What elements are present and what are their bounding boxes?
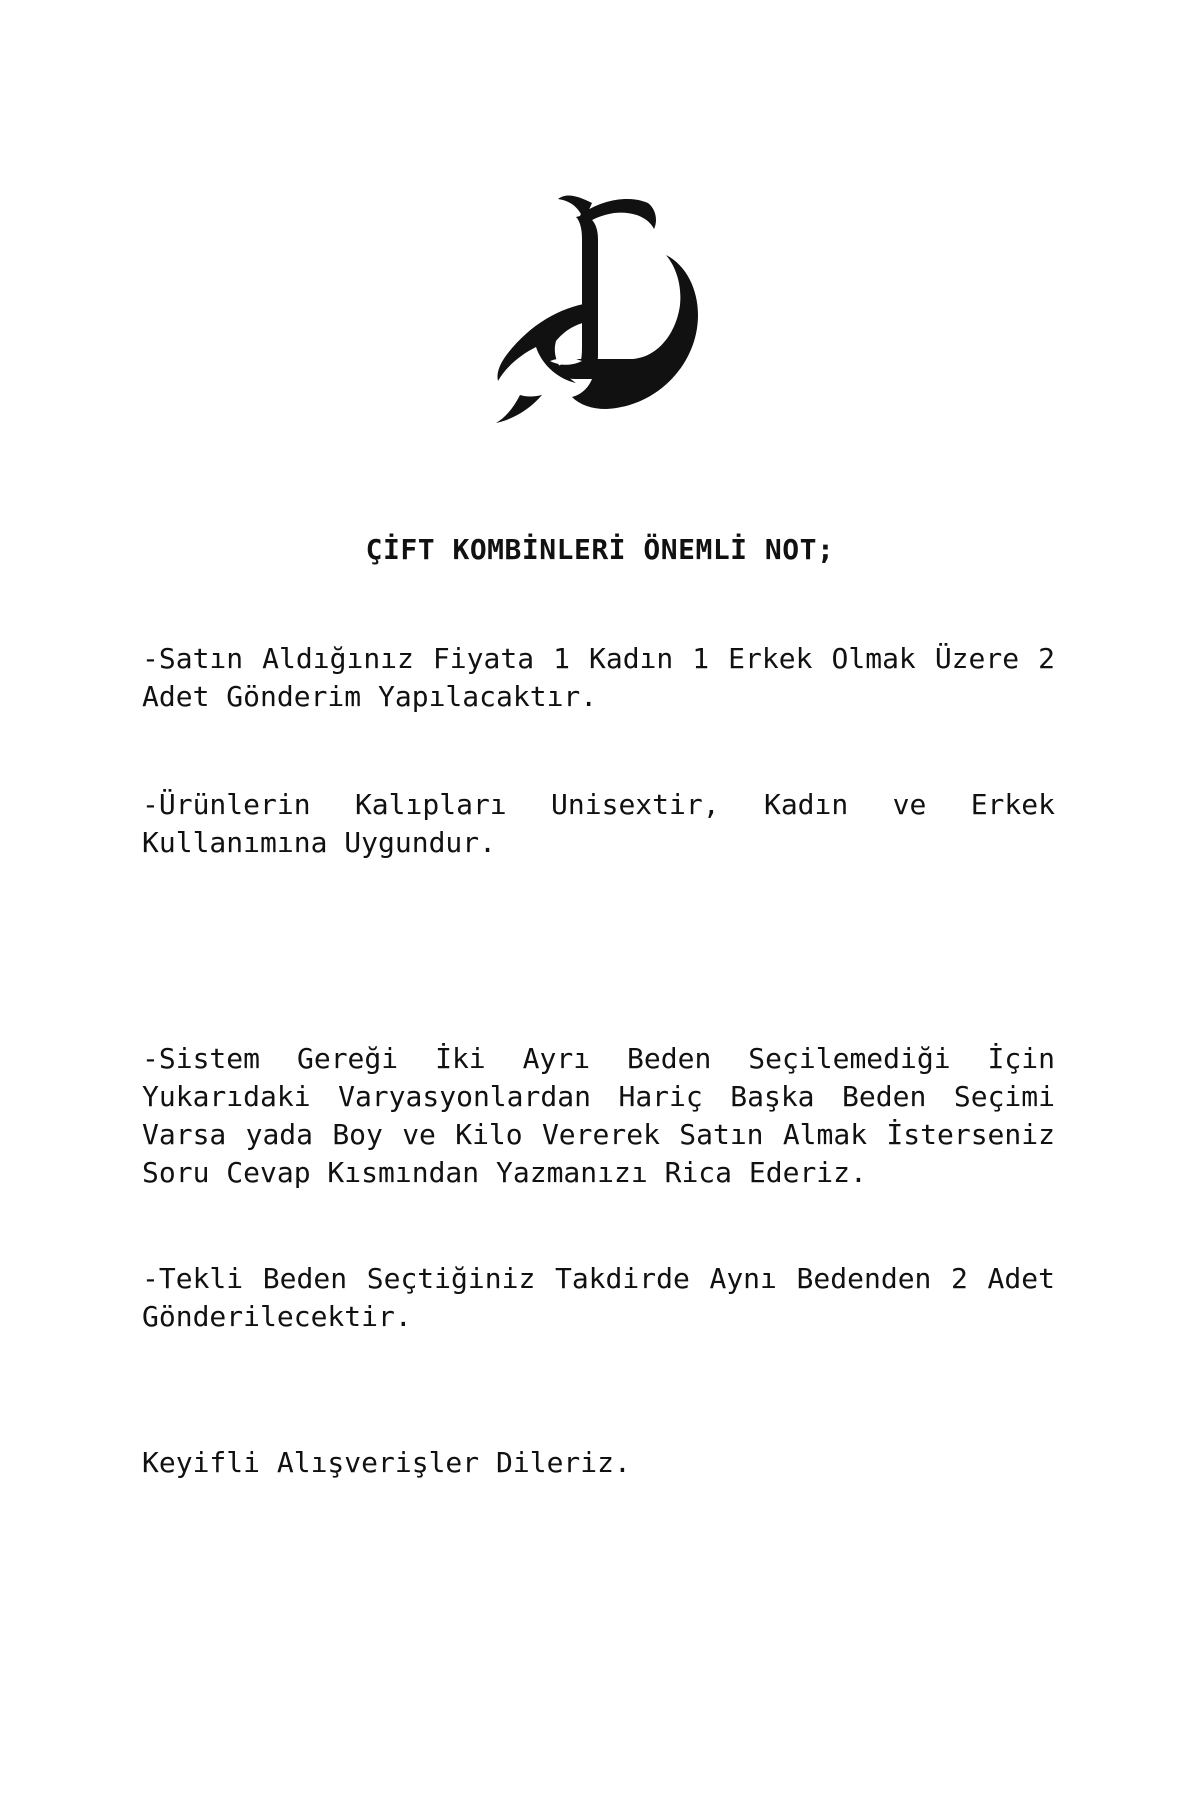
closing-message: Keyifli Alışverişler Dileriz. — [142, 1446, 631, 1479]
page-title: ÇİFT KOMBİNLERİ ÖNEMLİ NOT; — [365, 533, 835, 566]
note-shipment-info: -Satın Aldığınız Fiyata 1 Kadın 1 Erkek Olmak Üzere 2 Adet Gönderim Yapılacaktır. — [142, 642, 1055, 713]
note-size-selection-info: -Sistem Gereği İki Ayrı Beden Seçilemediği İçin Yukarıdaki Varyasyonlardan Hariç Başka Beden Seçimi Varsa yada Boy ve Kilo Vererek Satın Almak İsterseniz Soru Cevap Kısmından Yazmanızı Rica Ederiz. — [142, 1042, 1055, 1189]
note-single-size-info: -Tekli Beden Seçtiğiniz Takdirde Aynı Bedenden 2 Adet Gönderilecektir. — [142, 1262, 1055, 1333]
brand-monogram-logo-icon — [480, 185, 720, 435]
note-unisex-info: -Ürünlerin Kalıpları Unisextir, Kadın ve Erkek Kullanımına Uygundur. — [142, 788, 1055, 859]
